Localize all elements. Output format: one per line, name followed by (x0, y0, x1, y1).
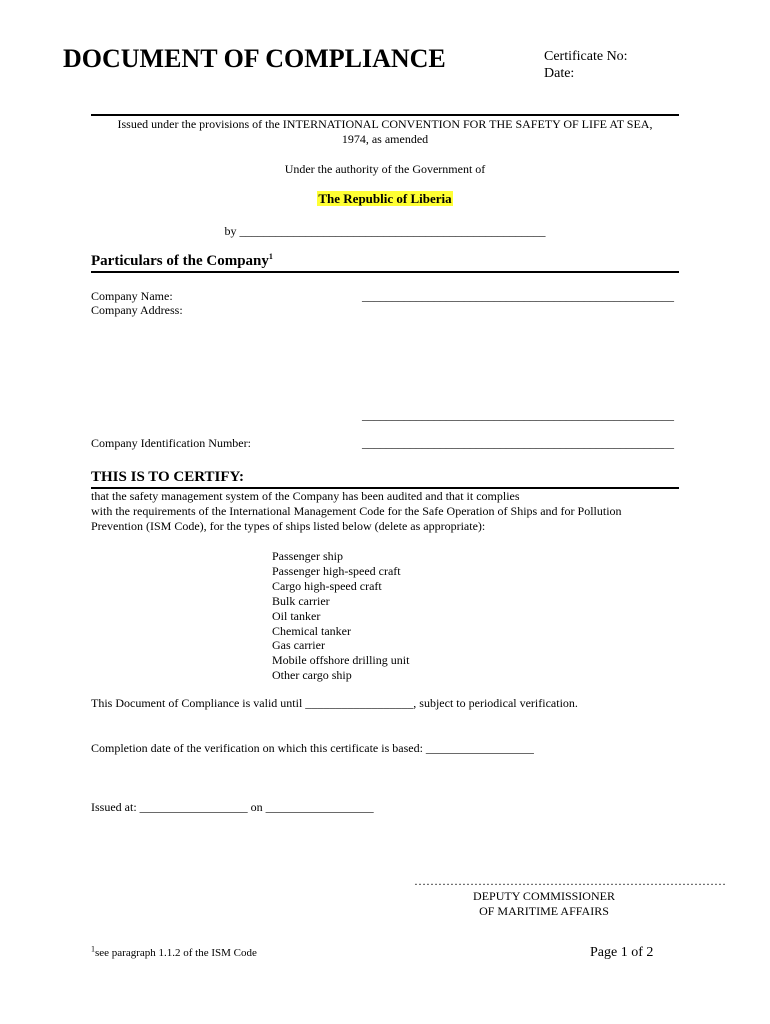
signatory-title-2: OF MARITIME AFFAIRS (479, 904, 609, 918)
company-id-field[interactable]: ____________________________________________________ (362, 436, 674, 450)
ship-type-item[interactable]: Passenger ship (272, 549, 343, 563)
certify-heading: THIS IS TO CERTIFY: (91, 469, 245, 485)
ship-type-item[interactable]: Bulk carrier (272, 593, 330, 608)
signatory-title-1: DEPUTY COMMISSIONER (473, 889, 615, 903)
footnote-mark: 1 (91, 944, 95, 954)
by-line: by ___________________________________________________ (224, 224, 546, 238)
footnote-text: see paragraph 1.1.2 of the ISM Code (95, 947, 257, 959)
intro-line-1: Issued under the provisions of the INTERNATIONAL CONVENTION FOR THE SAFETY OF LIFE AT SEA, (117, 117, 653, 131)
completion-date-text[interactable]: Completion date of the verification on which this certificate is based: __________________ (91, 741, 534, 755)
valid-until-text[interactable]: This Document of Compliance is valid until __________________, subject to periodical verification. (91, 696, 578, 710)
document-title: DOCUMENT OF COMPLIANCE (63, 44, 446, 73)
ship-type-item[interactable]: Cargo high-speed craft (272, 578, 382, 593)
company-heading-text: Particulars of the Company (91, 253, 269, 269)
certify-line-2: with the requirements of the International Management Code for the Safe Operation of Ships and for Pollution (91, 504, 622, 518)
company-address-label: Company Address: (91, 303, 183, 317)
footnote (91, 944, 257, 959)
ship-type-item[interactable]: Oil tanker (272, 608, 321, 623)
certificate-info (544, 48, 628, 82)
ship-type-list (272, 549, 409, 683)
certificate-no-label: Certificate No: (544, 49, 628, 64)
ship-type-item[interactable]: Gas carrier (272, 638, 325, 653)
ship-type-item[interactable]: Passenger high-speed craft (272, 563, 401, 578)
company-name-field[interactable]: ____________________________________________________ (362, 289, 674, 303)
intro-line-2: 1974, as amended (341, 132, 429, 146)
certify-line-1: that the safety management system of the Company has been audited and that it complies (91, 489, 520, 503)
authority-text: Under the authority of the Government of (284, 162, 486, 176)
ship-type-item[interactable]: Other cargo ship (272, 668, 352, 683)
company-heading (91, 253, 273, 270)
issued-at-text[interactable]: Issued at: __________________ on __________________ (91, 800, 374, 814)
date-label: Date: (544, 66, 575, 81)
signature-line: …………………………………………………………………… (414, 874, 726, 888)
government-row (91, 191, 679, 207)
page-number: Page 1 of 2 (590, 945, 654, 960)
header-divider (91, 114, 679, 116)
company-footnote-ref: 1 (268, 252, 273, 261)
government-name: The Republic of Liberia (318, 191, 452, 206)
company-id-label: Company Identification Number: (91, 436, 251, 450)
company-name-label: Company Name: (91, 289, 173, 303)
company-divider (91, 271, 679, 273)
ship-type-item[interactable]: Chemical tanker (272, 623, 351, 638)
ship-type-item[interactable]: Mobile offshore drilling unit (272, 653, 410, 668)
certify-line-3: Prevention (ISM Code), for the types of ships listed below (delete as appropriate): (91, 519, 486, 533)
company-address-field[interactable]: ____________________________________________________ (362, 408, 674, 422)
